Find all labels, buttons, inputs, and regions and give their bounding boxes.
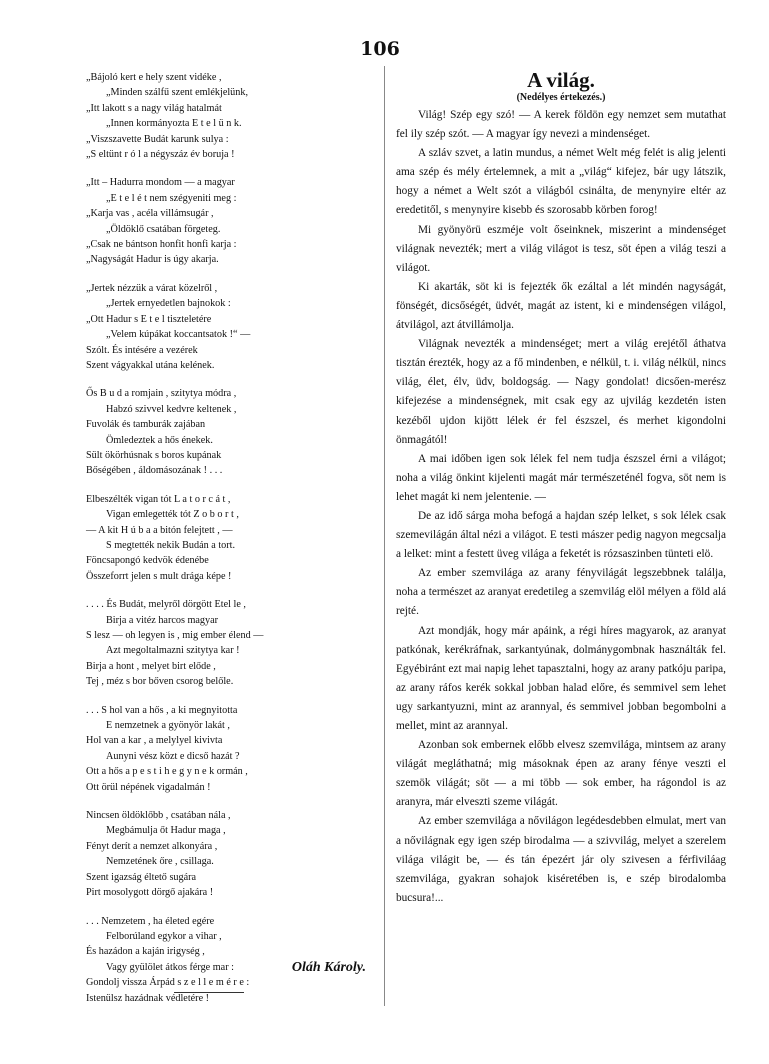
- poem-line: „Velem kúpákat koccantsatok !“ —: [106, 329, 251, 341]
- poem-line: S megtették nekik Budán a tort.: [106, 539, 236, 551]
- poem-line: Fuvolák és tamburák zajában: [86, 419, 206, 431]
- article-paragraph: Az ember szemvilága a nővilágon legédesdebben elmulat, mert van a nővilágnak egy igen szép birodalma — a szivvilág, melyet a szerelem világa világit be, — és tán épezért jár oly szivesen a férfiviláag szemvilága, gyakran sohajok kiséretében is, e szép birodalomba bucsura!...: [396, 815, 726, 904]
- poem-line: „Karja vas , acéla villámsugár ,: [86, 208, 214, 220]
- poem-line: . . . S hol van a hős , a ki megnyitotta: [86, 704, 238, 716]
- poem-line: Megbámulja őt Hadur maga ,: [106, 825, 226, 837]
- poem-line: S lesz — oh legyen is , mig ember élend —: [86, 630, 264, 641]
- poem-stanza: [86, 175, 370, 267]
- poem-line: Ömledeztek a hős énekek.: [106, 434, 213, 446]
- poem-line: „Itt – Hadurra mondom — a magyar: [86, 177, 235, 189]
- article-paragraph: Világ! Szép egy szó! — A kerek földön egy nemzet sem mutathat fel ily szép szót. — A magyar így nevezi a mindenséget.: [396, 109, 726, 141]
- article-subtitle: (Nedélyes értekezés.): [516, 92, 606, 103]
- poem-line: Vagy gyülölet átkos férge mar :: [106, 961, 234, 973]
- article-paragraph: De az idő sárga moha befogá a hajdan szép lelket, s sok lélek csak szemevilágán által nézi a világot. E testi mászer pedig nagyon megcsalja a lelket: mint a festett üveg világa a feketét is rózsaszinben tünteti elö.: [396, 509, 726, 561]
- poem-line: . . . . És Budát, melyről dörgött Etel le ,: [86, 599, 246, 611]
- article-column: [396, 68, 726, 908]
- poem-line: Bőségében , áldomásozának ! . . .: [86, 465, 223, 477]
- poem-line: Szent vágyakkal utána kelének.: [86, 359, 215, 371]
- closing-rule: [174, 992, 244, 993]
- poem-line: És hazádon a kaján irigység ,: [86, 946, 205, 958]
- poem-line: „E t e l é t nem szégyeniti meg :: [106, 192, 237, 204]
- poem-line: Összeforrt jelen s mult drága képe !: [86, 570, 232, 582]
- poem-line: „Nagyságát Hadur is úgy akarja.: [86, 254, 219, 266]
- poem-line: Fényt derít a nemzet alkonyára ,: [86, 840, 218, 852]
- poem-author: Oláh Károly.: [291, 960, 366, 975]
- poem-line: Nemzetének őre , csillaga.: [106, 856, 214, 868]
- article-paragraph: Világnak nevezték a mindenséget; mert a világ erejétől áthatva tisztán érezték, hogy az a fő mindenben, e nélkül, t. i. világ nélkül, nincs világ, élet, élv, üdv, boldogság. — Nagy gondolat! dicsően-merész kifejezése a mindenségnek, mit csak egy az ujvilág kezdetén isten kezéből ujdon kijött lélek ér fel észszel, és merhet kigondolni önmagától!: [396, 338, 726, 446]
- poem-line: Elbeszélték vigan tót L a t o r c á t ,: [86, 493, 231, 505]
- poem-line: E nemzetnek a gyönyör lakát ,: [106, 720, 230, 732]
- poem-line: „Itt lakott s a nagy világ hatalmát: [86, 102, 222, 114]
- poem-line: „Ott Hadur s E t e l tiszteletére: [86, 313, 212, 325]
- poem-line: — A kit H ú b a a bitón felejtett , —: [86, 524, 233, 536]
- poem-line: Ős B u d a romjain , szitytya módra ,: [86, 388, 237, 400]
- poem-line: Gondolj vissza Árpád s z e l l e m é r e :: [86, 977, 250, 989]
- article-paragraph: Azonban sok embernek előbb elvesz szemvilága, mintsem az arany világát megláthatná; mig másoknak épen az arany fénye veszti el szemök világát; söt — a mi több — sok ember, ha rágondol is az aranyra, már elveszti szeme világát.: [396, 739, 726, 809]
- poem-stanza: [86, 597, 370, 689]
- poem-line: Istenülsz hazádnak védletére !: [86, 992, 210, 1004]
- poem-line: Szent igazság éltető sugára: [86, 871, 197, 883]
- article-paragraph: Ki akarták, söt ki is fejezték ők ezáltal a lét mindén nagyságát, fönségét, dicsőségét, üdvét, magát az istent, ki e mindenségen világol, átvilágol, azt átvillámolja.: [396, 280, 726, 332]
- poem-line: „Jertek nézzük a várat közelről ,: [86, 282, 218, 294]
- article-paragraph: A mai időben igen sok lélek fel nem tudja észszel érni a világot; noha a világ önkint kijelenti magát már természeténél fogva, söt nem is lehet magát ki nem jelentenie. —: [396, 452, 726, 503]
- poem-line: Birja a hont , melyet birt előde ,: [86, 660, 216, 672]
- poem-stanza: [86, 386, 370, 478]
- poem-line: Föncsapongó kedvök édenébe: [86, 555, 209, 567]
- poem-line: . . . Nemzetem , ha életed egére: [86, 915, 215, 927]
- article-title: A világ.: [527, 68, 595, 92]
- article-paragraph: Mi gyönyörü eszméje volt őseinknek, miszerint a mindenséget világnak nevezték; mert a világ világot is tesz, söt épen a világ teszi a világot.: [396, 223, 726, 274]
- page-number: 106: [360, 38, 400, 60]
- column-divider: [384, 66, 385, 1006]
- poem-line: „Bájoló kert e hely szent vidéke ,: [86, 72, 222, 83]
- poem-line: Felborúland egykor a vihar ,: [106, 930, 222, 942]
- poem-stanza: [86, 703, 370, 795]
- article-paragraph: A szláv szvet, a latin mundus, a német Welt még felét is alig jelenti ama szép és mély értelemnek, a mit a „világ“ kifejez, bár ugy látszik, hogy a német a Welt szót a világból csinálta, de menynyire eltér az eredetitől, s menynyire kisebb és szorosabb körben forog!: [396, 147, 726, 217]
- poem-line: Ott örül népének vigadalmán !: [86, 781, 211, 793]
- poem-line: „Minden szálfű szent emlékjelünk,: [106, 87, 249, 99]
- poem-line: „Innen kormányozta E t e l ü n k.: [106, 118, 242, 130]
- poem-line: „Jertek ernyedetlen bajnokok :: [106, 298, 231, 310]
- poem-line: Aunyni vész közt e dicső hazát ?: [106, 750, 240, 762]
- poem-line: Hol van a kar , a melylyel kivivta: [86, 735, 223, 747]
- poem-line: „Öldöklő csatában förgeteg.: [106, 223, 221, 235]
- article-body: [396, 106, 726, 908]
- poem-line: „S eltünt r ó l a négyszáz év boruja !: [86, 149, 235, 161]
- poem-line: Pirt mosolygott dörgő ajakára !: [86, 887, 214, 899]
- poem-line: Ott a hős a p e s t i h e g y n e k ormán ,: [86, 766, 248, 778]
- poem-line: Nincsen öldöklőbb , csatában nála ,: [86, 810, 231, 822]
- poem-line: „Csak ne bántson honfit honfi karja :: [86, 239, 237, 251]
- poem-column: [86, 70, 370, 1019]
- poem-stanza: [86, 281, 370, 373]
- poem-line: Szólt. És intésére a vezérek: [86, 344, 198, 356]
- article-paragraph: Az ember szemvilága az arany fényvilágát legszebbnek találja, noha a természet az aranyat eredetileg a szemvilág elöl mélyen a föld alá rejté.: [396, 567, 726, 618]
- poem-stanza: [86, 808, 370, 900]
- poem-line: Birja a vitéz harcos magyar: [106, 614, 219, 626]
- poem-stanza: [86, 492, 370, 584]
- article-paragraph: Azt mondják, hogy már apáink, a régi híres magyarok, az aranyat patkónak, kerékráfnak, sarkantyúnak, dolmánygombnak használták fel. Egyébiránt ezt mai napig lehet tapasztalni, hogy az arany patkóju paripa, az arany ráfos kerék sokkal jobban halad előre, és semmivel sem lehet ugy sarkantyuzni, mint az arannyal, és semmivel jobban begombolni a mellet, mint az arannyal.: [396, 624, 726, 732]
- poem-line: Tej , méz s bor bőven csorog belőle.: [86, 676, 234, 688]
- poem-line: „Viszszavette Budát karunk sulya :: [86, 133, 229, 145]
- poem-line: Habzó szivvel kedvre keltenek ,: [106, 403, 237, 415]
- poem-stanza: [86, 70, 370, 162]
- poem-line: Vigan emlegették tót Z o b o r t ,: [106, 509, 239, 521]
- poem-line: Azt megoltalmazni szitytya kar !: [106, 645, 240, 657]
- poem-line: Sült ökörhúsnak s boros kupának: [86, 449, 222, 461]
